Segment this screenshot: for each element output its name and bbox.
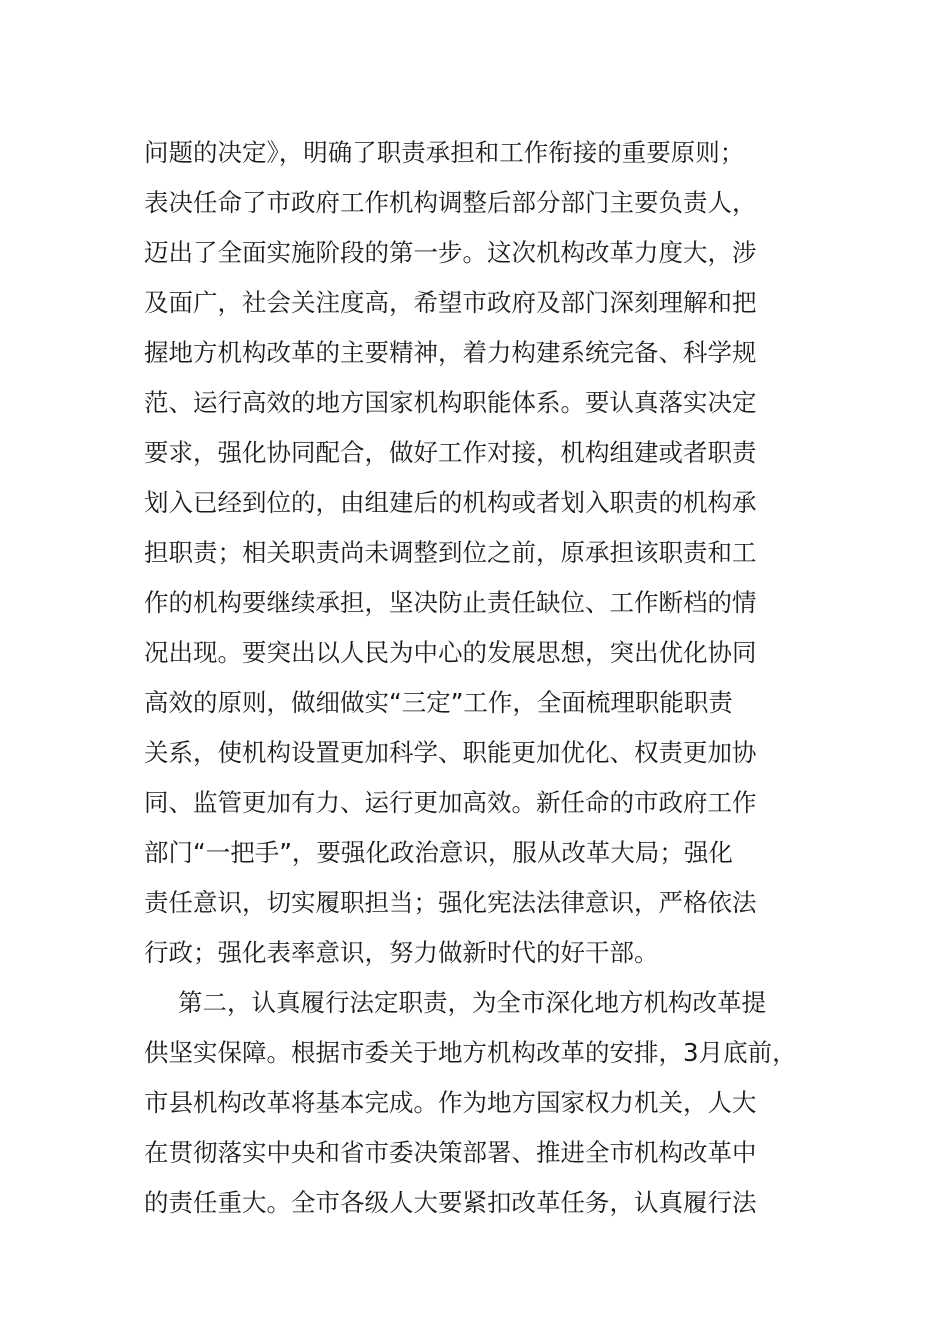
text-line-10: 作的机构要继续承担，坚决防止责任缺位、工作断档的情 — [144, 588, 757, 617]
text-line-13: 关系，使机构设置更加科学、职能更加优化、权责更加协 — [144, 738, 757, 767]
text-line-20: 市县机构改革将基本完成。作为地方国家权力机关，人大 — [144, 1088, 757, 1117]
body-text — [144, 128, 824, 1228]
text-line-19: 供坚实保障。根据市委关于地方机构改革的安排，3月底前， — [144, 1038, 797, 1067]
text-line-16: 责任意识，切实履职担当；强化宪法法律意识，严格依法 — [144, 888, 757, 917]
text-line-1: 问题的决定》，明确了职责承担和工作衔接的重要原则； — [144, 138, 745, 167]
text-line-11: 况出现。要突出以人民为中心的发展思想，突出优化协同 — [144, 638, 757, 667]
text-line-17: 行政；强化表率意识，努力做新时代的好干部。 — [144, 938, 659, 967]
paragraph-start-line: 第二，认真履行法定职责，为全市深化地方机构改革提 — [178, 988, 766, 1017]
text-line-5: 握地方机构改革的主要精神，着力构建系统完备、科学规 — [144, 338, 757, 367]
text-line-9: 担职责；相关职责尚未调整到位之前，原承担该职责和工 — [144, 538, 757, 567]
text-line-22: 的责任重大。全市各级人大要紧扣改革任务，认真履行法 — [144, 1188, 757, 1217]
text-line-12: 高效的原则，做细做实“三定”工作，全面梳理职能职责 — [144, 688, 733, 717]
text-line-8: 划入已经到位的，由组建后的机构或者划入职责的机构承 — [144, 488, 757, 517]
text-line-21: 在贯彻落实中央和省市委决策部署、推进全市机构改革中 — [144, 1138, 757, 1167]
text-line-7: 要求，强化协同配合，做好工作对接，机构组建或者职责 — [144, 438, 757, 467]
text-line-2: 表决任命了市政府工作机构调整后部分部门主要负责人， — [144, 188, 757, 217]
text-line-15: 部门“一把手”，要强化政治意识，服从改革大局；强化 — [144, 838, 733, 867]
text-line-14: 同、监管更加有力、运行更加高效。新任命的市政府工作 — [144, 788, 757, 817]
text-line-4: 及面广，社会关注度高，希望市政府及部门深刻理解和把 — [144, 288, 757, 317]
text-line-3: 迈出了全面实施阶段的第一步。这次机构改革力度大，涉 — [144, 238, 757, 267]
text-line-6: 范、运行高效的地方国家机构职能体系。要认真落实决定 — [144, 388, 757, 417]
